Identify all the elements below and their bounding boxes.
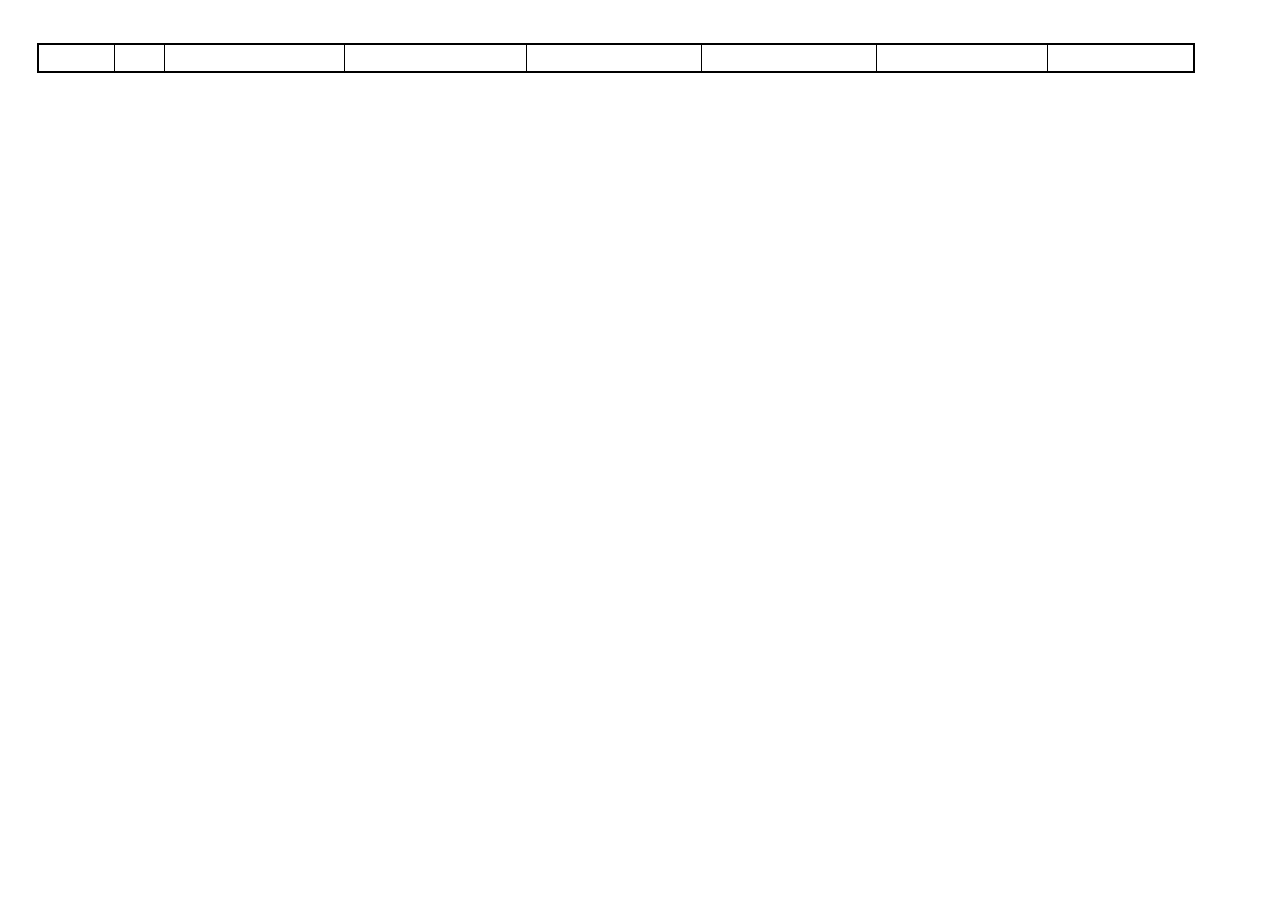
col-header-sat xyxy=(1047,44,1194,72)
col-header-blank xyxy=(114,44,164,72)
col-header-fri xyxy=(876,44,1047,72)
col-header-wed xyxy=(526,44,701,72)
col-header-sun xyxy=(38,44,114,72)
calendar-area xyxy=(37,43,1193,73)
col-header-tue xyxy=(344,44,526,72)
weekday-header-row xyxy=(38,44,1194,72)
col-header-thu xyxy=(701,44,876,72)
page-title xyxy=(40,14,1280,36)
calendar-table xyxy=(37,43,1195,73)
col-header-mon xyxy=(164,44,344,72)
